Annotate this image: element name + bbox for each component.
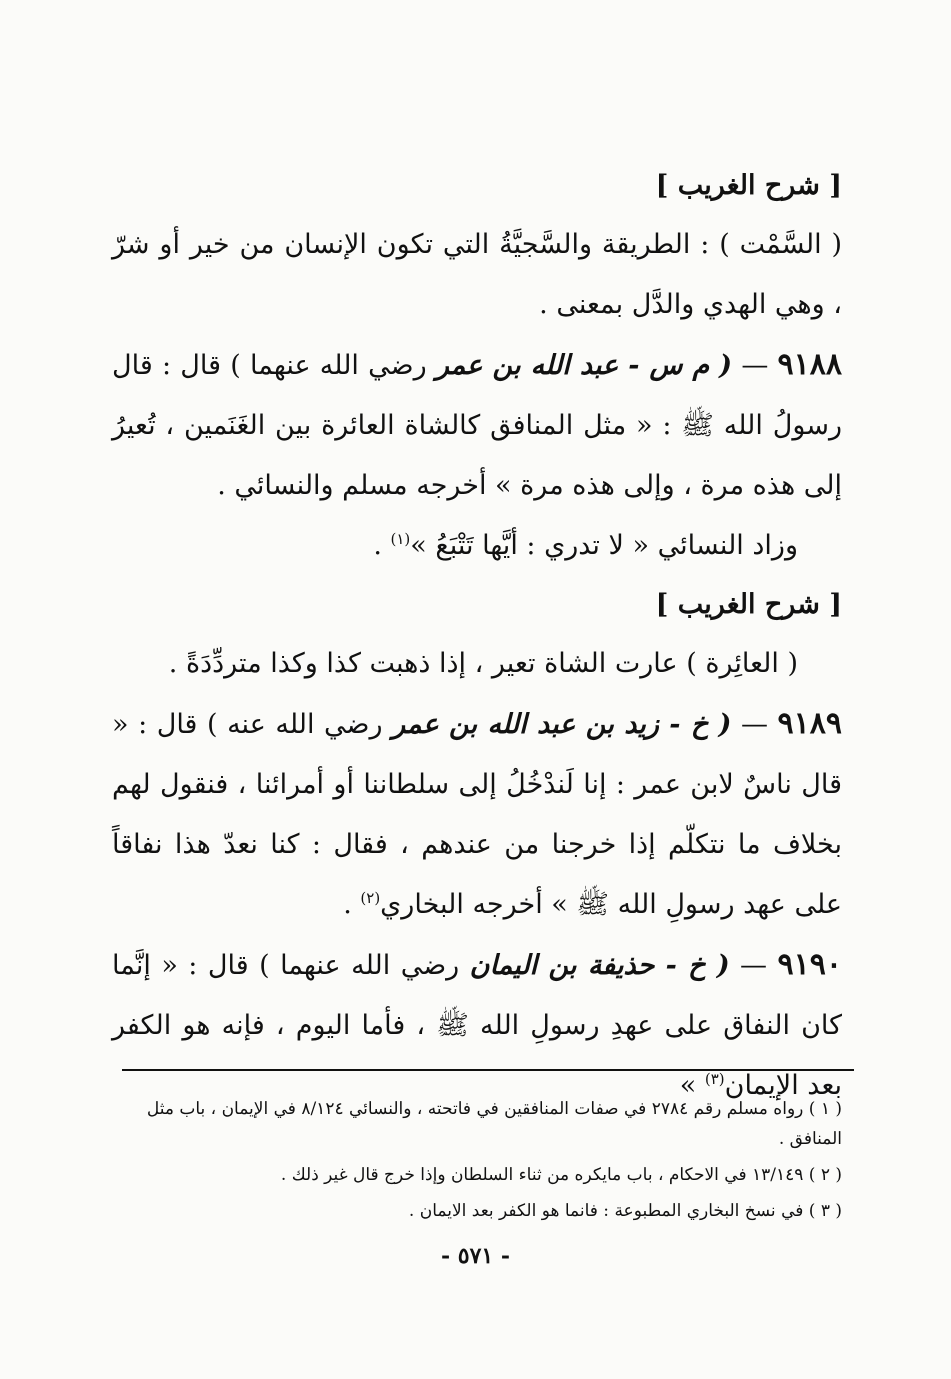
entry-close-quote: »	[679, 1070, 697, 1101]
page-number: - ٥٧١ -	[440, 1243, 511, 1269]
gloss-paragraph: ( العائِرة ) عارت الشاة تعير ، إذا ذهبت كذا وكذا متردِّدَةً .	[168, 648, 798, 679]
footnote-item: ( ١ ) رواه مسلم رقم ٢٧٨٤ في صفات المنافقين في فاتحته ، والنسائي ٨/١٢٤ في الإيمان ، باب مثل المنافق .	[146, 1099, 842, 1149]
section-heading: [ شرح الغريب ]	[655, 589, 842, 620]
footnote-ref: (٢)	[360, 889, 381, 907]
entry-text: رضي الله عنهما ) قال : « إنَّما كان النفاق على عهدِ رسولِ الله ﷺ ، فأما اليوم ، فإنه هو الكفر بعد الإيمان	[112, 950, 842, 1101]
entry-source: ( م س - عبد الله بن عمر	[435, 350, 733, 381]
entry-text: رضي الله عنه ) قال : « قال ناسٌ لابن عمر : إنا لَندْخُلُ إلى سلطاننا أو أمرائنا ، فنقول لهم بخلاف ما نتكلّم إذا خرجنا من عندهم ، فقال : كنا نعدّ هذا نفاقاً على عهد رسولِ الله ﷺ » أخرجه البخاري	[112, 709, 842, 920]
page-body	[112, 165, 842, 1116]
entry-text: رضي الله عنهما ) قال : قال رسولُ الله ﷺ : « مثل المنافق كالشاة العائرة بين الغَنَمين ، تُعيرُ إلى هذه مرة ، وإلى هذه مرة » أخرجه مسلم والنسائي .	[112, 350, 842, 501]
entry-number: ٩١٩٠	[777, 947, 842, 982]
hadith-entry-9190: ٩١٩٠ — ( خ - حذيفة بن اليمان رضي الله عنهما ) قال : « إنَّما كان النفاق على عهدِ رسولِ الله ﷺ ، فأما اليوم ، فإنه هو الكفر بعد الإيمان$^{(٣)}$ »	[112, 947, 842, 1101]
entry-number: ٩١٨٩	[777, 706, 842, 741]
section-heading: [ شرح الغريب ]	[655, 170, 842, 201]
hadith-entry-9188: ٩١٨٨ — ( م س - عبد الله بن عمر رضي الله عنهما ) قال : قال رسولُ الله ﷺ : « مثل المنافق كالشاة العائرة بين الغَنَمين ، تُعيرُ إلى هذه مرة ، وإلى هذه مرة » أخرجه مسلم والنسائي .	[112, 347, 842, 501]
entry-source: ( خ - حذيفة بن اليمان	[469, 950, 730, 981]
gloss-paragraph: ( السَّمْت ) : الطريقة والسَّجيَّةُ التي تكون الإنسان من خير أو شرّ ، وهي الهدي والدَّل بمعنى .	[112, 229, 842, 320]
footnote-divider	[122, 1069, 854, 1071]
footnote-ref: (١)	[390, 530, 411, 548]
footnote-item: ( ٣ ) في نسخ البخاري المطبوعة : فانما هو الكفر بعد الايمان .	[408, 1201, 842, 1221]
footnotes	[122, 1094, 842, 1232]
hadith-entry-9189: ٩١٨٩ — ( خ - زيد بن عبد الله بن عمر رضي الله عنه ) قال : « قال ناسٌ لابن عمر : إنا لَندْخُلُ إلى سلطاننا أو أمرائنا ، فنقول لهم بخلاف ما نتكلّم إذا خرجنا من عندهم ، فقال : كنا نعدّ هذا نفاقاً على عهد رسولِ الله ﷺ » أخرجه البخاري$^{(٢)}$ .	[112, 706, 842, 920]
footnote-item: ( ٢ ) ١٣/١٤٩ في الاحكام ، باب مايكره من ثناء السلطان وإذا خرج قال غير ذلك .	[280, 1165, 842, 1185]
hadith-addition: وزاد النسائي « لا تدري : أيَّها تَتْبَعُ »$^{(١)}$ .	[373, 530, 798, 561]
footnote-ref: (٣)	[704, 1070, 725, 1088]
entry-source: ( خ - زيد بن عبد الله بن عمر	[392, 709, 732, 740]
addition-text: وزاد النسائي « لا تدري : أيَّها تَتْبَعُ »	[410, 530, 798, 561]
entry-number: ٩١٨٨	[777, 347, 842, 382]
